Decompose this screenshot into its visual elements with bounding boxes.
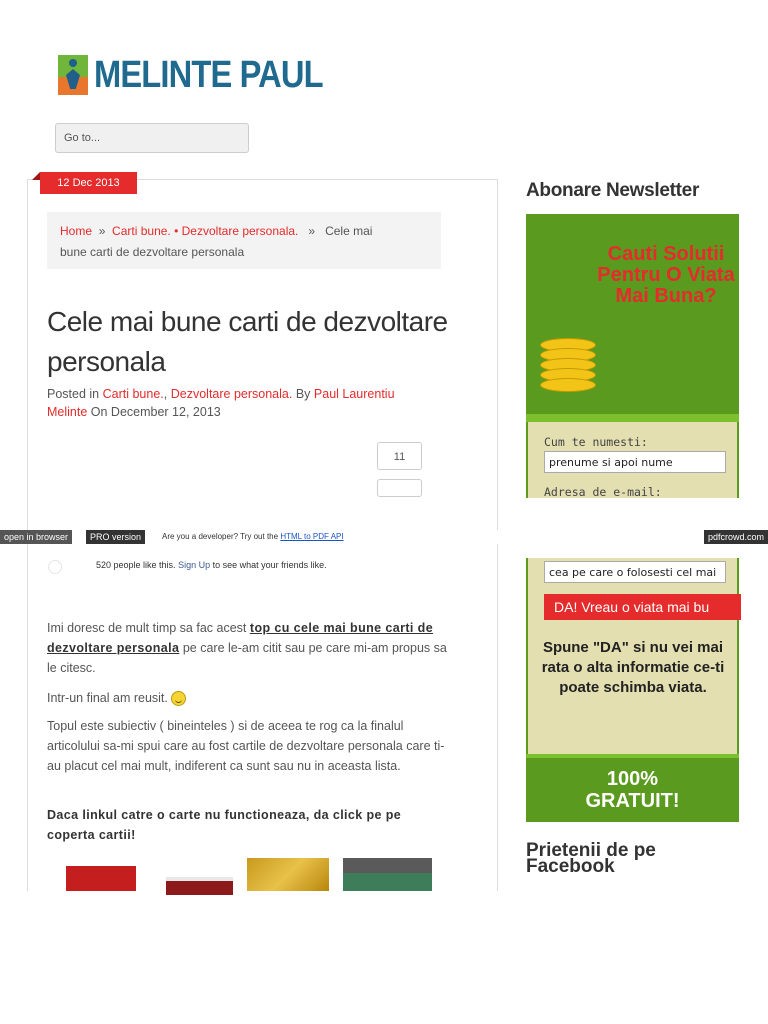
book-cover-1[interactable] <box>66 866 136 891</box>
fb-signup-link[interactable]: Sign Up <box>178 560 211 570</box>
breadcrumb-bullet: • <box>174 224 179 238</box>
book-cover-4[interactable] <box>343 858 432 891</box>
breadcrumb-cat-carti-bune[interactable]: Carti bune. <box>112 224 171 238</box>
newsletter-form-bottom <box>526 558 739 754</box>
site-logo[interactable] <box>58 54 360 96</box>
newsletter-headline: Cauti Solutii Pentru O Viata Mai Buna? <box>597 243 735 307</box>
fb-title-line-2: Facebook <box>526 856 615 877</box>
newsletter-form-top <box>526 422 739 498</box>
page-title <box>47 302 467 382</box>
share-count-box[interactable]: 11 <box>377 442 422 470</box>
smiley-icon <box>171 691 186 706</box>
pdfcrowd-msg-text: Are you a developer? Try out the <box>162 532 279 541</box>
email-input[interactable]: cea pe care o folosesti cel mai <box>544 561 726 583</box>
p4-text: Daca linkul catre o carte nu functioneaza, da click pe pe coperta cartii! <box>47 808 402 842</box>
newsletter-free-badge <box>526 754 739 822</box>
pro-version-button[interactable]: PRO version <box>86 530 145 544</box>
breadcrumb-home[interactable]: Home <box>60 224 93 238</box>
p2-text: Intr-un final am reusit. <box>47 691 168 705</box>
coin-icon <box>540 378 596 392</box>
meta-comma: , <box>163 387 168 401</box>
meta-by: By <box>295 387 311 401</box>
newsletter-stripe <box>526 414 739 422</box>
newsletter-banner <box>526 214 739 414</box>
html-to-pdf-link[interactable]: HTML to PDF API <box>280 532 344 541</box>
meta-author-link[interactable]: Paul Laurentiu <box>313 387 395 401</box>
p1-text-b: pe care le-am citit sau pe care mi-am propus sa le citesc. <box>47 641 447 675</box>
fb-like-rest: to see what your friends like. <box>212 560 327 570</box>
book-cover-2[interactable] <box>166 877 233 895</box>
name-input[interactable]: prenume si apoi nume <box>544 451 726 473</box>
newsletter-submit-button[interactable]: DA! Vreau o viata mai bu <box>544 594 741 620</box>
free-label: GRATUIT! <box>585 790 680 812</box>
facebook-friends-title <box>526 840 726 877</box>
breadcrumb <box>47 212 441 269</box>
meta-posted-in: Posted in <box>47 387 100 401</box>
paragraph-intro <box>47 618 447 678</box>
newsletter-title: Abonare Newsletter <box>526 180 700 201</box>
goto-select[interactable]: Go to... <box>55 123 249 153</box>
meta-cat-carti-bune[interactable]: Carti bune. <box>102 387 164 401</box>
logo-text: MELINTE PAUL <box>94 53 323 96</box>
email-label: Adresa de e-mail: <box>544 485 662 499</box>
fb-title-line-1: Prietenii de pe <box>526 840 656 861</box>
breadcrumb-sep: » <box>308 224 316 238</box>
book-cover-3[interactable] <box>247 858 329 891</box>
pdfcrowd-bar <box>0 530 768 544</box>
name-label: Cum te numesti: <box>544 435 648 449</box>
p1-text-a: Imi doresc de mult timp sa fac acest <box>47 621 247 635</box>
meta-cat-dezvoltare[interactable]: Dezvoltare personala. <box>170 387 293 401</box>
logo-runner-icon <box>58 55 88 95</box>
breadcrumb-current: Cele mai <box>325 224 373 238</box>
open-in-browser-button[interactable]: open in browser <box>0 530 72 544</box>
post-meta <box>47 385 447 421</box>
title-line-1: Cele mai bune carti de dezvoltare <box>47 306 448 337</box>
share-button[interactable] <box>377 479 422 497</box>
breadcrumb-current-cont: bune carti de dezvoltare personala <box>60 245 245 259</box>
pdfcrowd-message <box>162 530 344 544</box>
date-ribbon: 12 Dec 2013 <box>40 172 137 194</box>
paragraph-final <box>47 688 447 708</box>
paragraph-notice <box>47 805 447 845</box>
newsletter-promise: Spune "DA" si nu vei mai rata o alta informatie ce-ti poate schimba viata. <box>541 639 725 696</box>
fb-like-count: 520 people like this. <box>96 560 176 570</box>
meta-date: On December 12, 2013 <box>90 405 221 419</box>
title-line-2: personala <box>47 346 166 377</box>
breadcrumb-cat-dezvoltare[interactable]: Dezvoltare personala. <box>181 224 299 238</box>
facebook-like-icon[interactable] <box>48 560 62 574</box>
pdfcrowd-brand[interactable]: pdfcrowd.com <box>704 530 768 544</box>
breadcrumb-sep: » <box>98 224 106 238</box>
top-carti-link[interactable]: top cu cele mai bune carti de dezvoltare personala <box>47 621 434 655</box>
free-percent: 100% <box>606 768 659 790</box>
facebook-like-text <box>96 560 327 570</box>
meta-author-link-cont[interactable]: Melinte <box>47 405 88 419</box>
paragraph-topul: Topul este subiectiv ( bineinteles ) si de aceea te rog ca la finalul articolului sa-mi spui care au fost cartile de dezvoltare personala care ti-au placut cel mai mult, indiferent ca sunt sau nu in aceasta lista. <box>47 719 445 773</box>
